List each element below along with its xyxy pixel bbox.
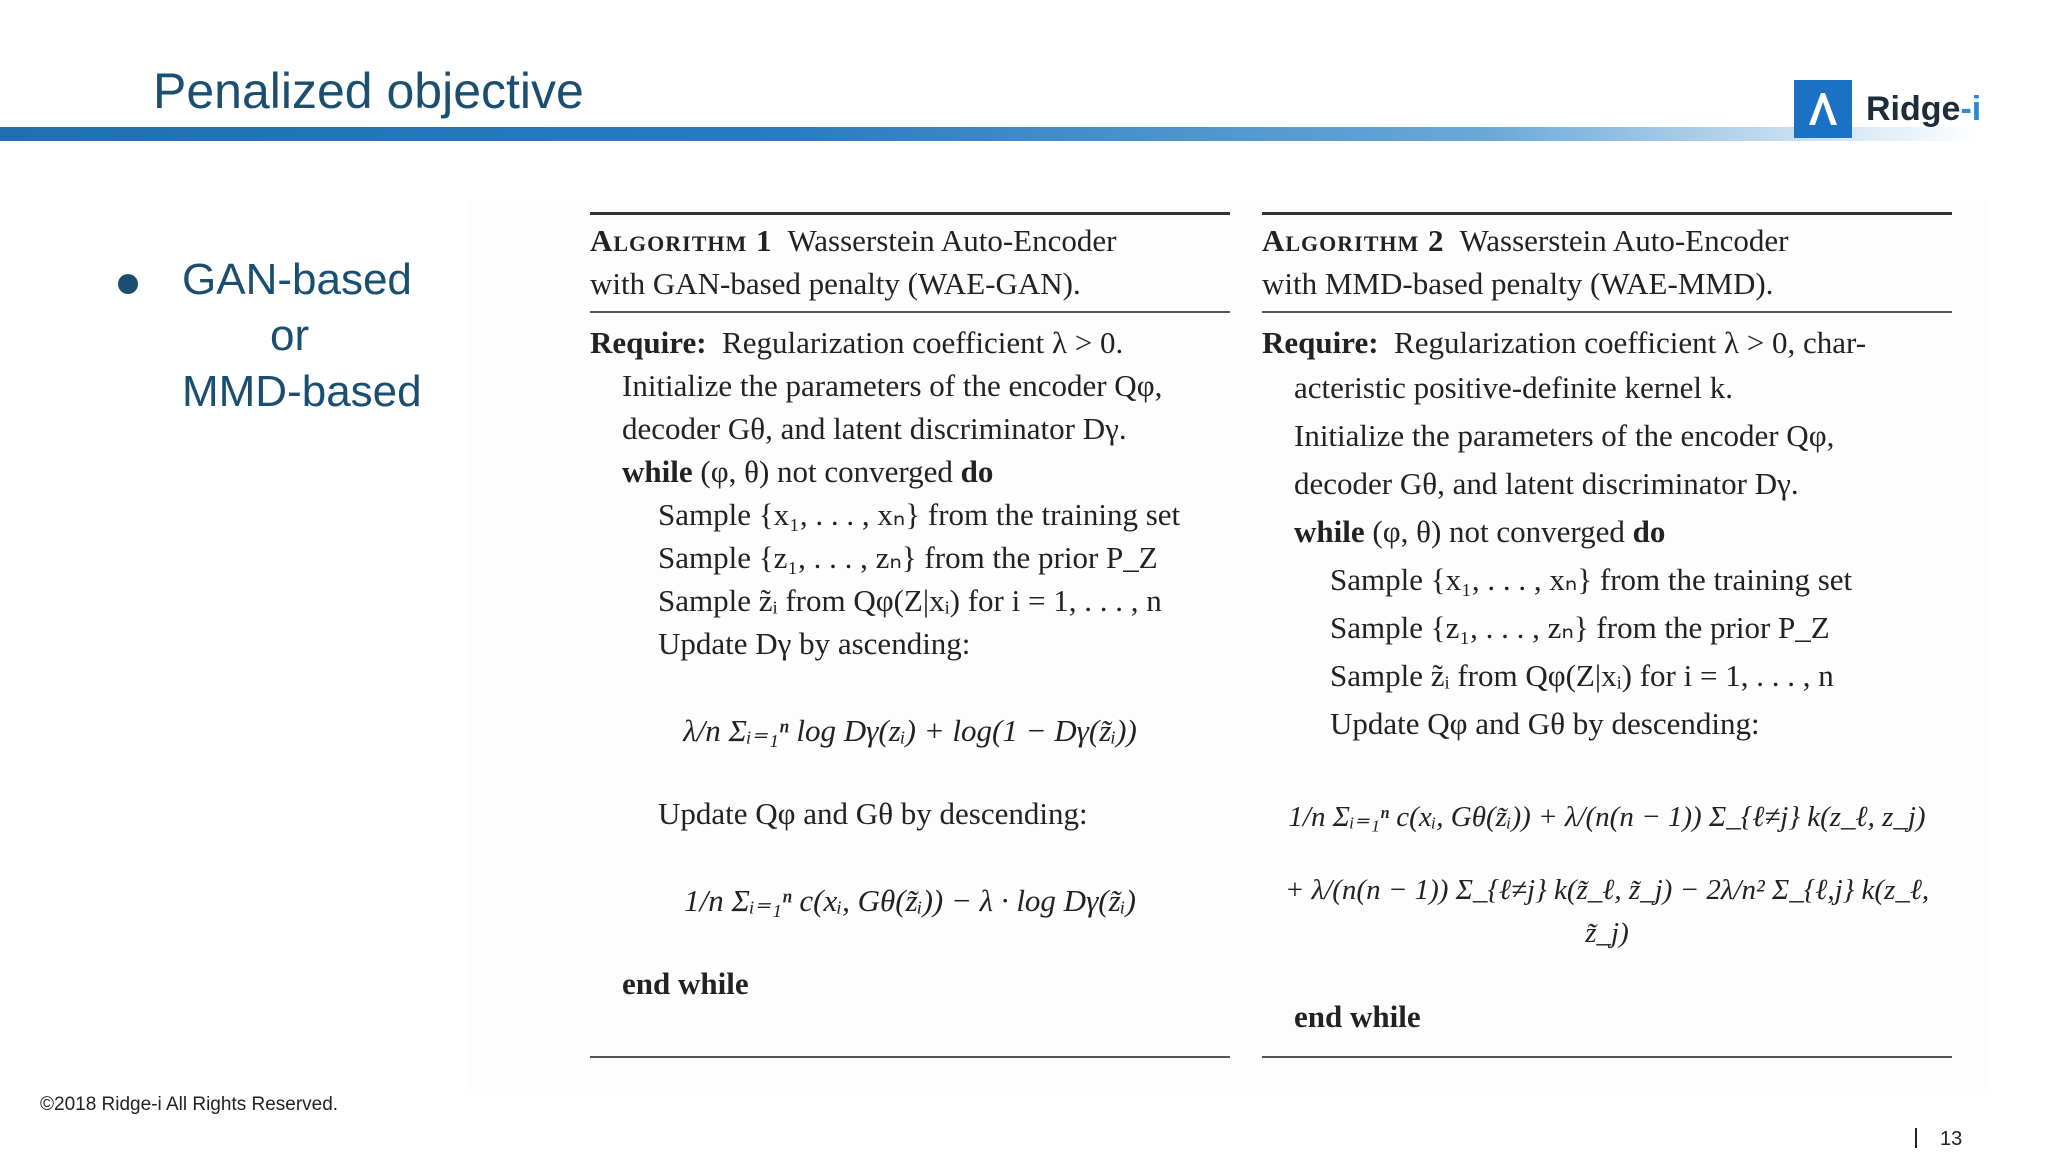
algorithm-2-equation-line-2: + λ/(n(n − 1)) Σ_{ℓ≠j} k(z̃_ℓ, z̃_j) − 2λ/n² Σ_{ℓ,j} k(z_ℓ, z̃_j) <box>1284 874 1930 949</box>
algorithm-1-while: while (φ, θ) not converged do <box>622 454 994 489</box>
algorithm-1-heading: Algorithm 1 Wasserstein Auto-Encoder with GAN-based penalty (WAE-GAN). <box>590 223 1117 301</box>
algorithm-1-equation-descend: 1/n Σᵢ₌₁ⁿ c(xᵢ, Gθ(z̃ᵢ)) − λ · log Dγ(z̃ᵢ) <box>684 883 1136 918</box>
slide-title: Penalized objective <box>153 63 584 119</box>
algorithm-1-step: Sample z̃ᵢ from Qφ(Z|xᵢ) for i = 1, . . . , n <box>658 583 1162 618</box>
algorithm-2-mid-rule <box>1262 311 1952 313</box>
algorithm-1-require: Require: Regularization coefficient λ > 0. <box>590 325 1124 360</box>
title-underline-bar <box>0 127 1980 141</box>
copyright-footer: ©2018 Ridge-i All Rights Reserved. <box>40 1094 339 1115</box>
algorithm-1-equation-ascend: λ/n Σᵢ₌₁ⁿ log Dγ(zᵢ) + log(1 − Dγ(z̃ᵢ)) <box>683 713 1137 748</box>
algorithm-2-require: Require: Regularization coefficient λ > 0, char- <box>1262 325 1867 360</box>
algorithm-1 <box>590 212 1230 1062</box>
algorithm-1-step: Sample {x₁, . . . , xₙ} from the training set <box>658 497 1181 532</box>
algorithm-2-init-line: Initialize the parameters of the encoder Qφ, <box>1294 418 1835 453</box>
page-number-divider <box>1915 1128 1917 1148</box>
bullet-item <box>118 252 422 420</box>
algorithm-1-end-while: end while <box>622 966 749 1001</box>
logo-wordmark: Ridge-i <box>1866 89 1982 128</box>
lambda-logo-icon <box>1794 80 1852 138</box>
algorithm-1-bottom-rule <box>590 1056 1230 1058</box>
algorithm-2-bottom-rule <box>1262 1056 1952 1058</box>
company-logo <box>1794 80 1981 138</box>
algorithm-1-mid-rule <box>590 311 1230 313</box>
algorithm-2-step: Sample {x₁, . . . , xₙ} from the training set <box>1330 562 1853 597</box>
algorithm-2-while: while (φ, θ) not converged do <box>1294 514 1666 549</box>
algorithm-2-step: Sample z̃ᵢ from Qφ(Z|xᵢ) for i = 1, . . . , n <box>1330 658 1834 693</box>
algorithm-2-end-while: end while <box>1294 999 1421 1034</box>
algorithm-2-init-line: decoder Gθ, and latent discriminator Dγ. <box>1294 466 1799 501</box>
algorithm-1-step: Sample {z₁, . . . , zₙ} from the prior P_Z <box>658 540 1158 575</box>
algorithm-2-step: Update Qφ and Gθ by descending: <box>1330 706 1760 741</box>
algorithm-2-heading: Algorithm 2 Wasserstein Auto-Encoder with MMD-based penalty (WAE-MMD). <box>1262 223 1789 301</box>
algorithm-1-step: Update Dγ by ascending: <box>658 626 971 661</box>
bullet-dot-icon <box>118 274 138 294</box>
page-number: 13 <box>1940 1128 1963 1150</box>
algorithm-2-require-cont: acteristic positive-definite kernel k. <box>1294 370 1733 405</box>
algorithm-1-step: Update Qφ and Gθ by descending: <box>658 796 1088 831</box>
algorithm-1-init-line: decoder Gθ, and latent discriminator Dγ. <box>622 411 1127 446</box>
algorithm-1-init-line: Initialize the parameters of the encoder Qφ, <box>622 368 1163 403</box>
algorithms-figure <box>466 200 1990 1090</box>
algorithm-2-equation-line-1: 1/n Σᵢ₌₁ⁿ c(xᵢ, Gθ(z̃ᵢ)) + λ/(n(n − 1)) Σ_{ℓ≠j} k(z_ℓ, z_j) <box>1288 801 1926 833</box>
bullet-text: GAN-based or MMD-based <box>182 255 422 416</box>
algorithm-2 <box>1262 212 1952 1062</box>
algorithm-2-step: Sample {z₁, . . . , zₙ} from the prior P_Z <box>1330 610 1830 645</box>
